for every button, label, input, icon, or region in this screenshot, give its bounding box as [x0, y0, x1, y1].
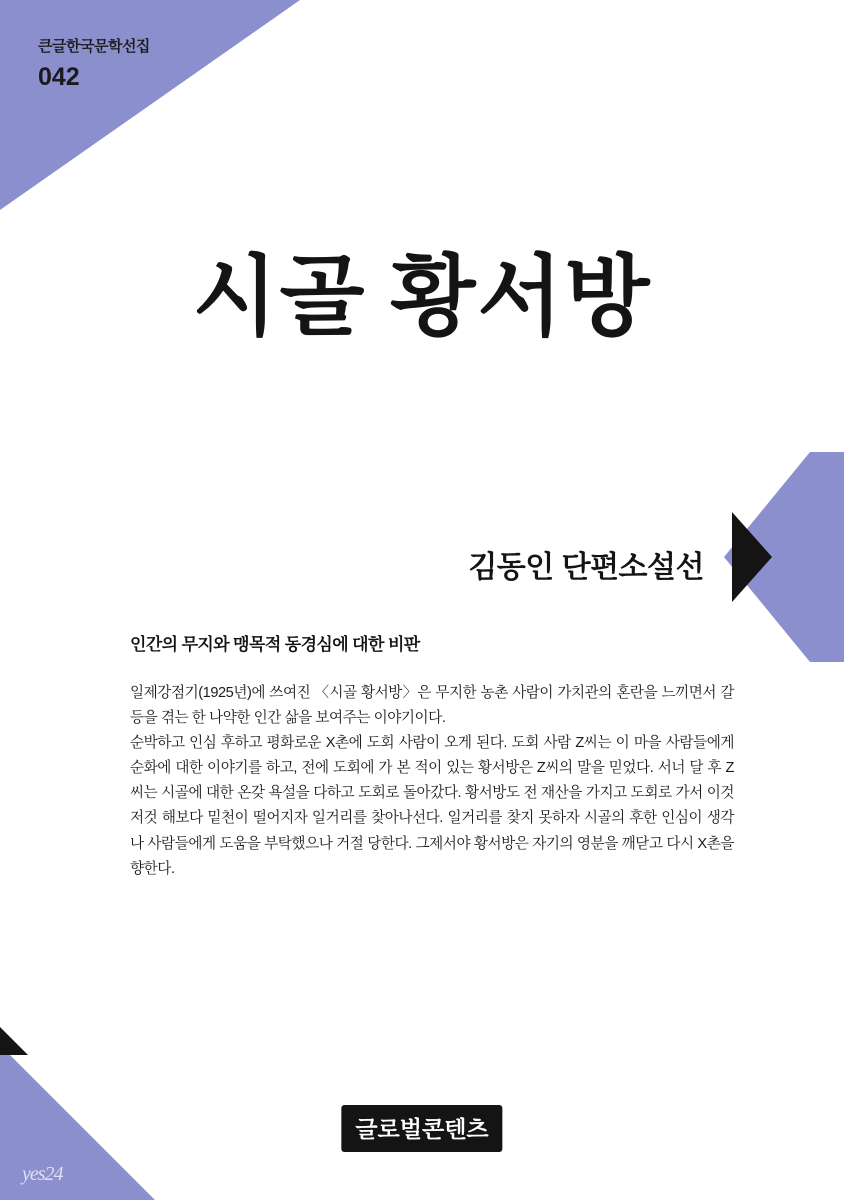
blurb-body [130, 681, 734, 882]
book-title: 시골 황서방 [192, 249, 652, 347]
publisher-logo: 글로벌콘텐츠 [341, 1105, 502, 1152]
bottom-notch-icon [0, 1027, 28, 1055]
blurb-block [130, 630, 734, 882]
series-number: 042 [38, 63, 80, 91]
series-label: 큰글한국문학선집 [38, 38, 150, 55]
blurb-heading: 인간의 무지와 맹목적 동경심에 대한 비판 [130, 635, 420, 654]
arrow-marker-icon [732, 512, 772, 602]
author-line: 김동인 단편소설선 [468, 551, 704, 584]
blurb-paragraph: 일제강점기(1925년)에 쓰여진 〈시골 황서방〉은 무지한 농촌 사람이 가치관의 혼란을 느끼면서 갈등을 겪는 한 나약한 인간 삶을 보여주는 이야기이다. 순박하고 인심 후하고 평화로운 X촌에 도회 사람이 오게 된다. 도회 사람 Z씨는 이 마을 사람들에게 순화에 대한 이야기를 하고, 전에 도회에 가 본 적이 있는 황서방은 Z씨의 말을 믿었다. 서너 달 후 Z씨는 시골에 대한 온갖 욕설을 다하고 도회로 돌아갔다. 황서방도 전 재산을 가지고 도회로 가서 이것저것 해보다 밑천이 떨어지자 일거리를 찾아나선다. 일거리를 찾지 못하자 시골의 후한 인심이 생각나 사람들에게 도움을 부탁했으나 거절 당한다. 그제서야 황서방은 자기의 영분을 깨닫고 다시 X촌을 향한다. [130, 685, 734, 877]
watermark: yes24 [22, 1163, 63, 1185]
top-left-accent-wedge [0, 0, 300, 210]
